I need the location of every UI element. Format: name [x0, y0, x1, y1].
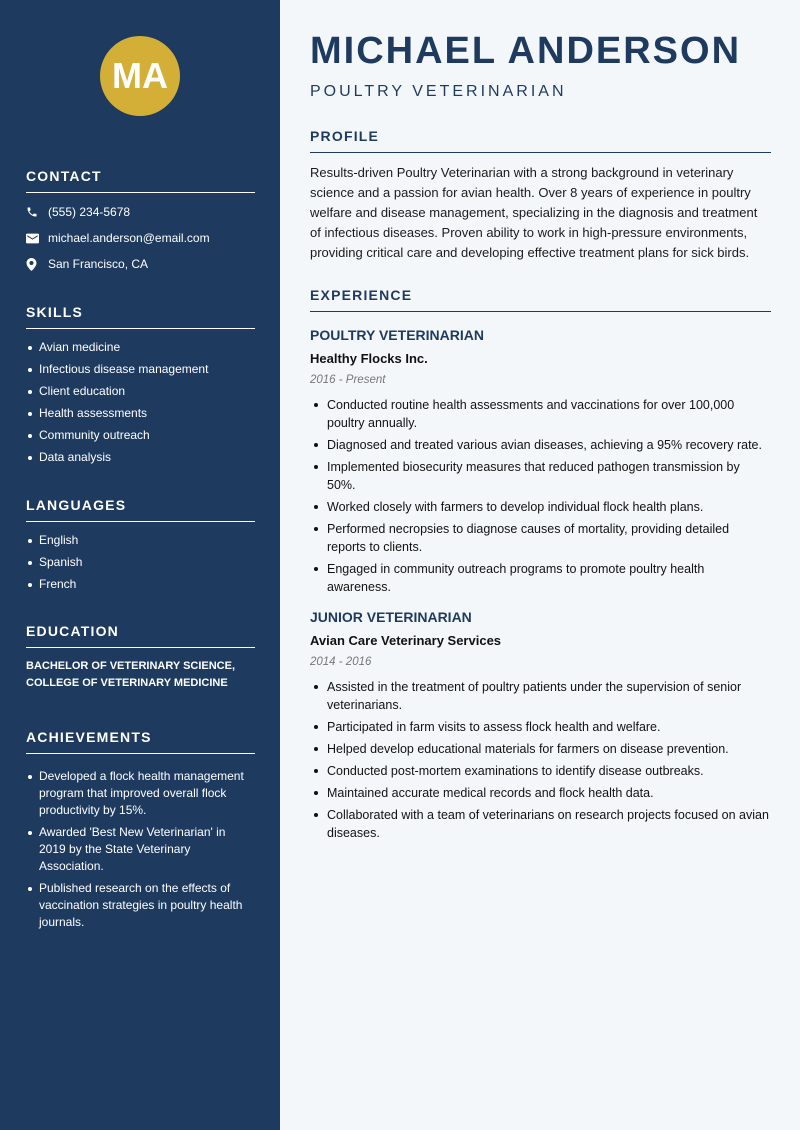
education-section [26, 623, 255, 692]
main-content [280, 0, 800, 1130]
job-title: POULTRY VETERINARIAN [310, 327, 484, 343]
full-name: MICHAEL ANDERSON [310, 30, 742, 72]
location-pin-icon [26, 258, 48, 271]
language-item: French [26, 576, 255, 593]
skills-list [26, 339, 255, 466]
education-entry [26, 658, 255, 692]
languages-heading: LANGUAGES [26, 497, 255, 522]
education-degree: BACHELOR OF VETERINARY SCIENCE, [26, 660, 236, 672]
email-icon [26, 233, 48, 244]
company-name: Healthy Flocks Inc. [310, 351, 428, 366]
skill-item: Infectious disease management [26, 361, 255, 378]
location-text: San Francisco, CA [48, 257, 149, 271]
profile-heading: PROFILE [310, 128, 771, 153]
job-entry [310, 608, 771, 842]
education-school: COLLEGE OF VETERINARY MEDICINE [26, 677, 228, 689]
profile-section [310, 128, 771, 263]
job-bullet: Helped develop educational materials for farmers on disease prevention. [310, 740, 771, 758]
profile-text: Results-driven Poultry Veterinarian with a strong background in veterinary science and a passion for avian health. Over 8 years of experience in poultry welfare and disease management, specializing in the diagnosis and treatment of infectious diseases. Proven ability to work in high-pressure environments, providing critical care and developing effective treatment plans for sick birds. [310, 165, 758, 260]
company-name: Avian Care Veterinary Services [310, 633, 502, 648]
skill-item: Health assessments [26, 405, 255, 422]
job-bullets [310, 396, 771, 596]
contact-section [26, 168, 255, 277]
contact-phone [26, 199, 255, 225]
job-bullet: Diagnosed and treated various avian diseases, achieving a 95% recovery rate. [310, 436, 771, 454]
experience-heading: EXPERIENCE [310, 287, 771, 312]
skill-item: Avian medicine [26, 339, 255, 356]
job-bullet: Engaged in community outreach programs to promote poultry health awareness. [310, 560, 771, 596]
job-bullet: Collaborated with a team of veterinarians on research projects focused on avian diseases. [310, 806, 771, 842]
initials-avatar: MA [100, 36, 180, 116]
achievement-item: Awarded 'Best New Veterinarian' in 2019 by the State Veterinary Association. [26, 824, 255, 875]
email-text: michael.anderson@email.com [48, 231, 210, 245]
contact-email [26, 225, 255, 251]
achievement-item: Developed a flock health management program that improved overall flock productivity by 15%. [26, 768, 255, 819]
achievement-item: Published research on the effects of vaccination strategies in poultry health journals. [26, 880, 255, 931]
skill-item: Client education [26, 383, 255, 400]
job-bullet: Conducted post-mortem examinations to identify disease outbreaks. [310, 762, 771, 780]
job-bullet: Participated in farm visits to assess flock health and welfare. [310, 718, 771, 736]
achievements-section [26, 729, 255, 936]
skill-item: Community outreach [26, 427, 255, 444]
job-bullet: Maintained accurate medical records and flock health data. [310, 784, 771, 802]
language-item: Spanish [26, 554, 255, 571]
job-bullet: Assisted in the treatment of poultry patients under the supervision of senior veterinarians. [310, 678, 771, 714]
job-bullet: Worked closely with farmers to develop individual flock health plans. [310, 498, 771, 516]
sidebar [0, 0, 280, 1130]
job-dates: 2016 - Present [310, 374, 386, 386]
job-entry [310, 326, 771, 596]
contact-location [26, 251, 255, 277]
job-title-subtitle: POULTRY VETERINARIAN [310, 83, 567, 100]
skills-heading: SKILLS [26, 304, 255, 329]
languages-list [26, 532, 255, 593]
achievements-list [26, 768, 255, 931]
experience-section [310, 287, 771, 846]
phone-text: (555) 234-5678 [48, 205, 131, 219]
skills-section [26, 304, 255, 471]
job-bullets [310, 678, 771, 842]
achievements-heading: ACHIEVEMENTS [26, 729, 255, 754]
language-item: English [26, 532, 255, 549]
job-dates: 2014 - 2016 [310, 656, 372, 668]
job-bullet: Implemented biosecurity measures that reduced pathogen transmission by 50%. [310, 458, 771, 494]
phone-icon [26, 206, 48, 218]
job-bullet: Performed necropsies to diagnose causes of mortality, providing detailed reports to clients. [310, 520, 771, 556]
job-bullet: Conducted routine health assessments and vaccinations for over 100,000 poultry annually. [310, 396, 771, 432]
education-heading: EDUCATION [26, 623, 255, 648]
contact-heading: CONTACT [26, 168, 255, 193]
job-title: JUNIOR VETERINARIAN [310, 609, 472, 625]
languages-section [26, 497, 255, 598]
skill-item: Data analysis [26, 449, 255, 466]
